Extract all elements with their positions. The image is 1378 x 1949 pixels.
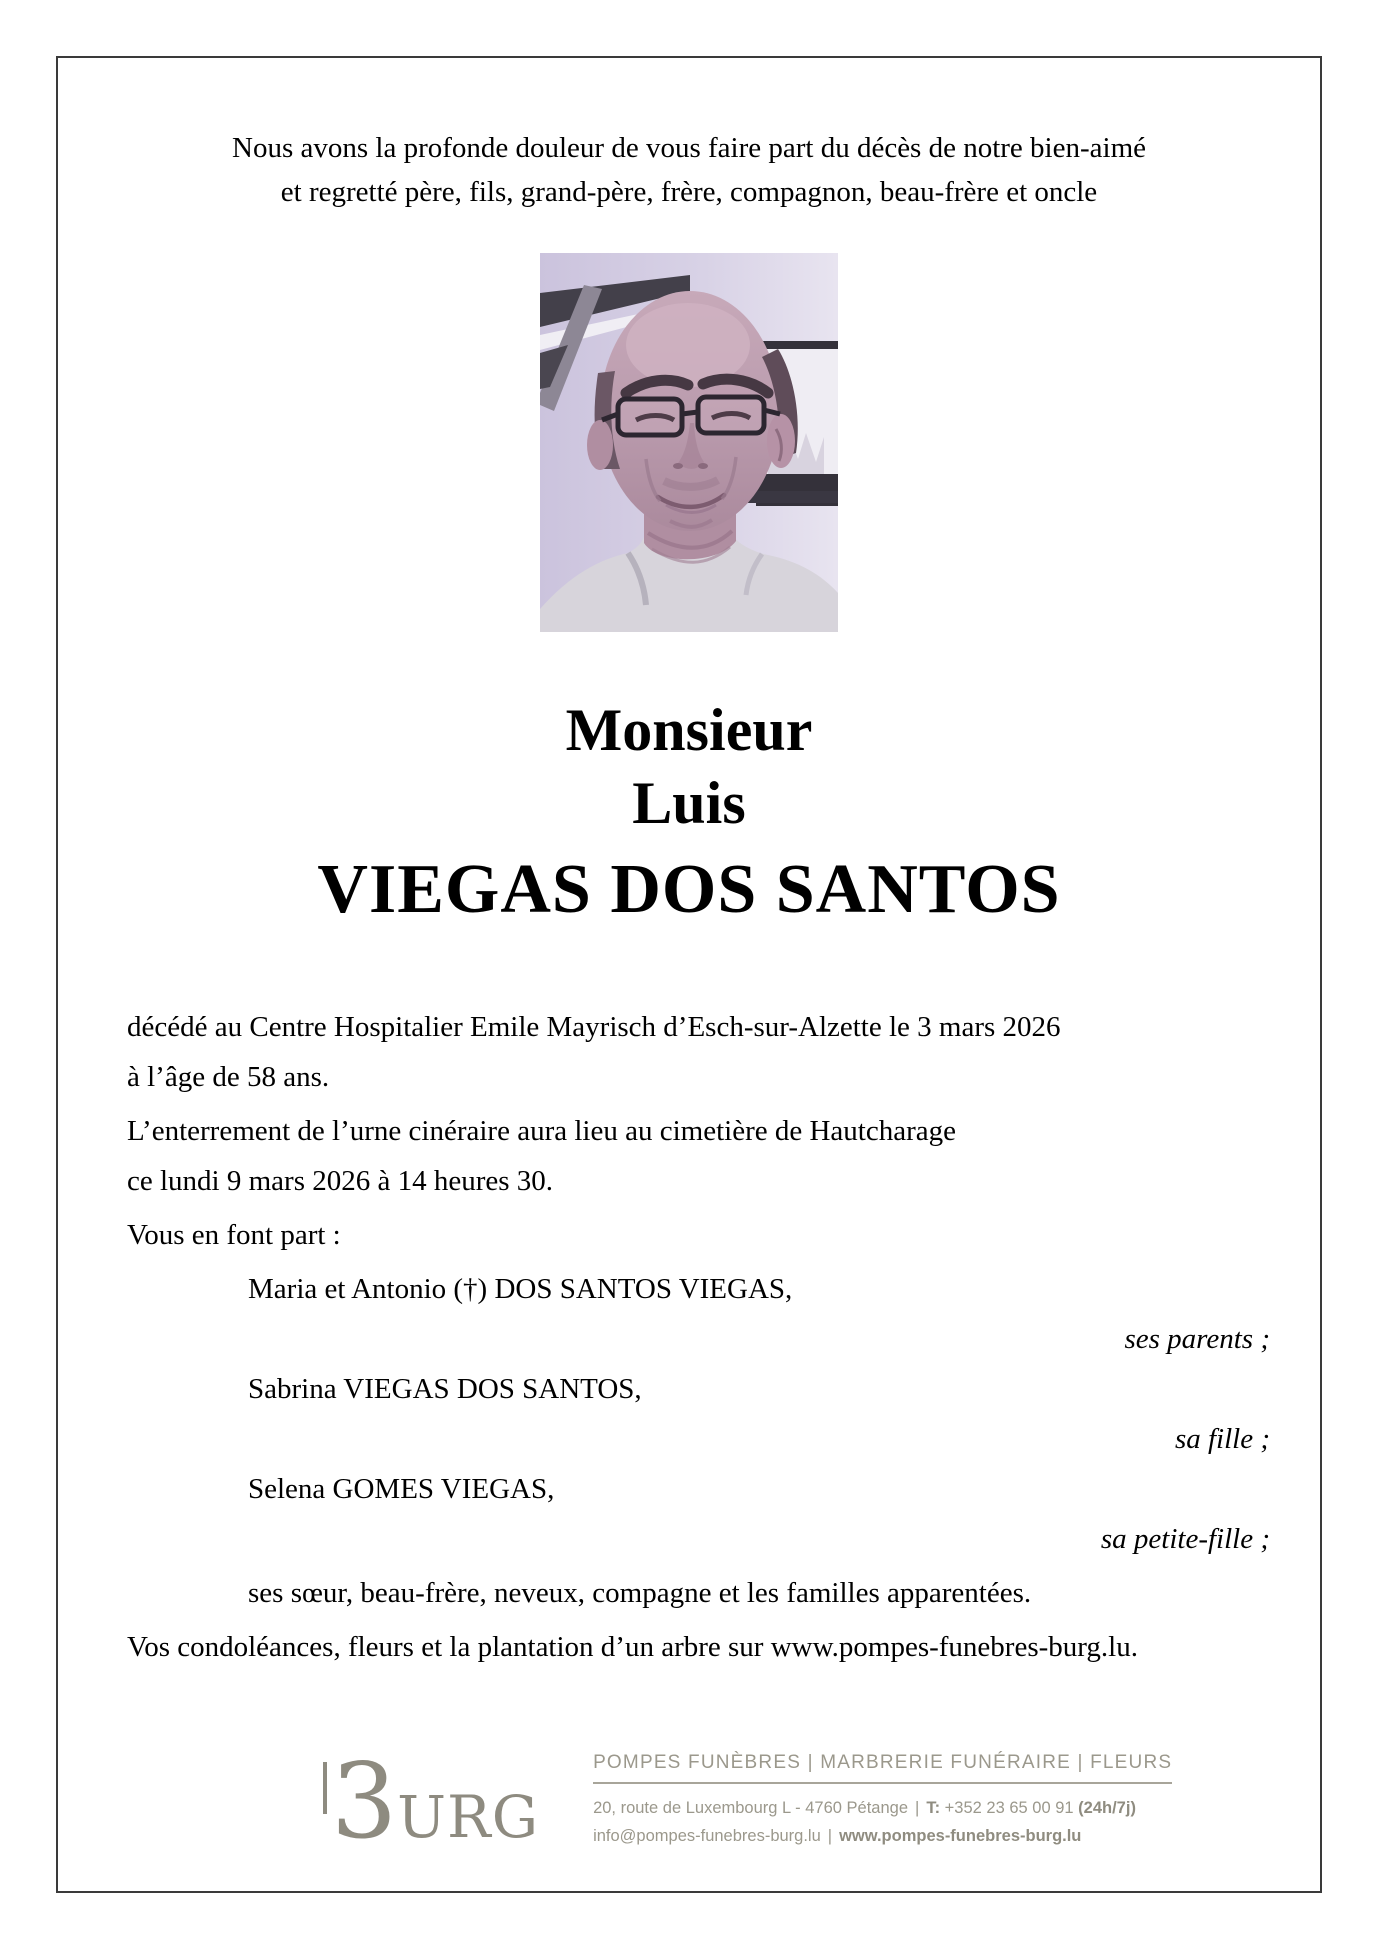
funeral-home-footer — [323, 1740, 1173, 1862]
first-name: Luis — [632, 770, 746, 836]
mourner-row — [127, 1364, 1270, 1464]
footer-phone-number: +352 23 65 00 91 — [944, 1799, 1074, 1817]
burg-logo — [323, 1740, 540, 1862]
family-name: VIEGAS DOS SANTOS — [317, 851, 1061, 928]
footer-phone-label: T: — [926, 1799, 941, 1817]
death-paragraph — [127, 1002, 1270, 1102]
burg-logo-mark: 3 — [323, 1756, 397, 1846]
intro-line-1: Nous avons la profonde douleur de vous faire part du décès de notre bien-aimé — [232, 132, 1146, 164]
family-line: ses sœur, beau-frère, neveux, compagne et les familles apparentées. — [248, 1577, 1032, 1609]
funeral-line-1: L’enterrement de l’urne cinéraire aura lieu au cimetière de Hautcharage — [127, 1115, 956, 1147]
condolences-line: Vos condoléances, fleurs et la plantation d’un arbre sur www.pompes-funebres-burg.lu. — [127, 1631, 1138, 1663]
footer-address-line — [593, 1794, 1172, 1822]
footer-contact-block — [593, 1752, 1172, 1850]
mourner-relation: sa petite-fille ; — [1100, 1523, 1270, 1555]
intro-line-2: et regretté père, fils, grand-père, frère, compagnon, beau-frère et oncle — [280, 176, 1098, 208]
condolences-paragraph — [127, 1622, 1270, 1672]
footer-divider — [593, 1782, 1172, 1784]
mourner-relation: sa fille ; — [1174, 1423, 1270, 1455]
mourner-row — [127, 1464, 1270, 1564]
footer-website: www.pompes-funebres-burg.lu — [839, 1827, 1082, 1845]
mourner-row — [127, 1264, 1270, 1364]
footer-services-line: POMPES FUNÈBRES | MARBRERIE FUNÉRAIRE | FLEURS — [593, 1752, 1173, 1773]
mourner-relation: ses parents ; — [1124, 1323, 1270, 1355]
footer-separator: | — [915, 1799, 920, 1817]
death-line-2: à l’âge de 58 ans. — [127, 1061, 330, 1093]
footer-phone-hours: (24h/7j) — [1078, 1799, 1136, 1817]
family-paragraph — [127, 1568, 1270, 1618]
deceased-title-block — [58, 694, 1320, 934]
burg-logo-text: URG — [397, 1783, 540, 1851]
page-border-frame — [56, 56, 1322, 1893]
intro-paragraph — [58, 126, 1320, 214]
portrait-photo — [540, 253, 838, 632]
salutation: Monsieur — [565, 697, 813, 763]
footer-email: info@pompes-funebres-burg.lu — [593, 1827, 821, 1845]
mourner-name: Sabrina VIEGAS DOS SANTOS, — [248, 1373, 642, 1405]
announce-heading: Vous en font part : — [127, 1219, 341, 1251]
funeral-line-2: ce lundi 9 mars 2026 à 14 heures 30. — [127, 1165, 554, 1197]
mourner-name: Maria et Antonio (†) DOS SANTOS VIEGAS, — [248, 1273, 793, 1305]
mourners-list — [127, 1264, 1270, 1564]
burg-logo-bar-icon — [323, 1762, 327, 1814]
footer-separator: | — [827, 1827, 833, 1845]
footer-address: 20, route de Luxembourg L - 4760 Pétange — [593, 1799, 909, 1817]
funeral-paragraph — [127, 1106, 1270, 1206]
announcement-body — [127, 1002, 1270, 1676]
mourner-name: Selena GOMES VIEGAS, — [248, 1473, 555, 1505]
footer-web-line — [593, 1822, 1172, 1850]
death-line-1: décédé au Centre Hospitalier Emile Mayrisch d’Esch-sur-Alzette le 3 mars 2026 — [127, 1011, 1061, 1043]
